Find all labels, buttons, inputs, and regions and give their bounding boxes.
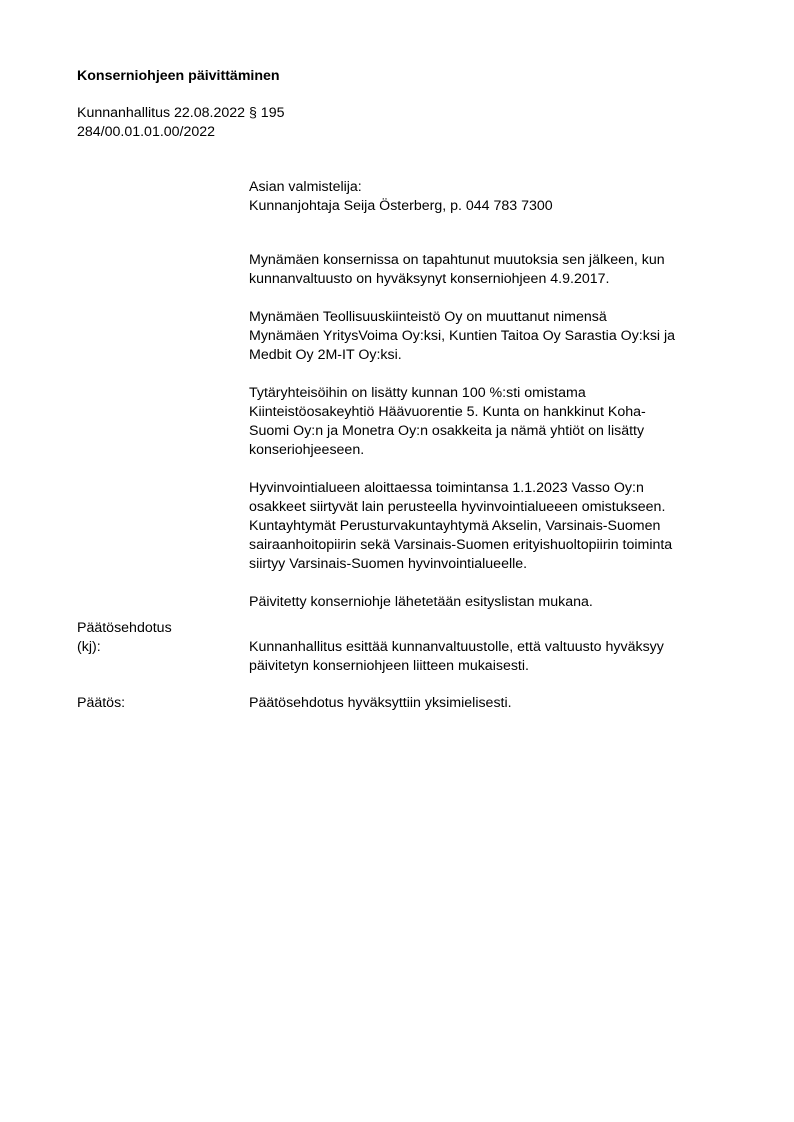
- text-line: Suomi Oy:n ja Monetra Oy:n osakkeita ja nämä yhtiöt on lisätty: [249, 423, 645, 439]
- text-line: sairaanhoitopiirin sekä Varsinais-Suomen erityishuoltopiirin toiminta: [249, 537, 673, 553]
- proposal-text: [249, 638, 749, 676]
- text-line: päivitetyn konserniohjeen liitteen mukaisesti.: [249, 658, 529, 674]
- paragraph-changes-intro: [249, 251, 749, 289]
- paragraph-attachment-note: [249, 593, 749, 612]
- proposal-label-line2: (kj):: [77, 639, 101, 655]
- text-line: Päätösehdotus hyväksyttiin yksimielisesti.: [249, 695, 512, 711]
- paragraph-welfare-area: [249, 479, 749, 574]
- text-line: Mynämäen YritysVoima Oy:ksi, Kuntien Taitoa Oy Sarastia Oy:ksi ja: [249, 328, 676, 344]
- preparer-label: Asian valmistelija:: [249, 179, 362, 195]
- text-line: kunnanvaltuusto on hyväksynyt konserniohjeen 4.9.2017.: [249, 271, 610, 287]
- text-line: siirtyy Varsinais-Suomen hyvinvointialueelle.: [249, 556, 528, 572]
- meeting-reference: Kunnanhallitus 22.08.2022 § 195: [77, 105, 285, 121]
- text-line: Mynämäen konsernissa on tapahtunut muutoksia sen jälkeen, kun: [249, 252, 665, 268]
- text-line: Kiinteistöosakeyhtiö Häävuorentie 5. Kunta on hankkinut Koha-: [249, 404, 646, 420]
- text-line: Kunnanhallitus esittää kunnanvaltuustolle, että valtuusto hyväksyy: [249, 639, 664, 655]
- text-line: Tytäryhteisöihin on lisätty kunnan 100 %:sti omistama: [249, 385, 586, 401]
- decision-label: [77, 694, 247, 713]
- decision-text: [249, 694, 749, 713]
- paragraph-subsidiaries: [249, 384, 749, 460]
- preparer-block: [249, 178, 553, 216]
- proposal-label: [77, 619, 247, 657]
- document-body: [249, 251, 749, 631]
- decision-label-text: Päätös:: [77, 695, 126, 711]
- document-title: Konserniohjeen päivittäminen: [77, 68, 280, 84]
- text-line: Medbit Oy 2M-IT Oy:ksi.: [249, 347, 402, 363]
- preparer-name: Kunnanjohtaja Seija Österberg, p. 044 783 7300: [249, 198, 553, 214]
- record-id: 284/00.01.01.00/2022: [77, 124, 216, 140]
- proposal-label-line1: Päätösehdotus: [77, 620, 172, 636]
- text-line: Mynämäen Teollisuuskiinteistö Oy on muuttanut nimensä: [249, 309, 607, 325]
- text-line: Kuntayhtymät Perusturvakuntayhtymä Akselin, Varsinais-Suomen: [249, 518, 661, 534]
- text-line: Hyvinvointialueen aloittaessa toimintansa 1.1.2023 Vasso Oy:n: [249, 480, 644, 496]
- text-line: Päivitetty konserniohje lähetetään esityslistan mukana.: [249, 594, 593, 610]
- paragraph-name-changes: [249, 308, 749, 365]
- text-line: osakkeet siirtyvät lain perusteella hyvinvointialueeen omistukseen.: [249, 499, 666, 515]
- meeting-meta: [77, 104, 284, 142]
- text-line: konseriohjeeseen.: [249, 442, 365, 458]
